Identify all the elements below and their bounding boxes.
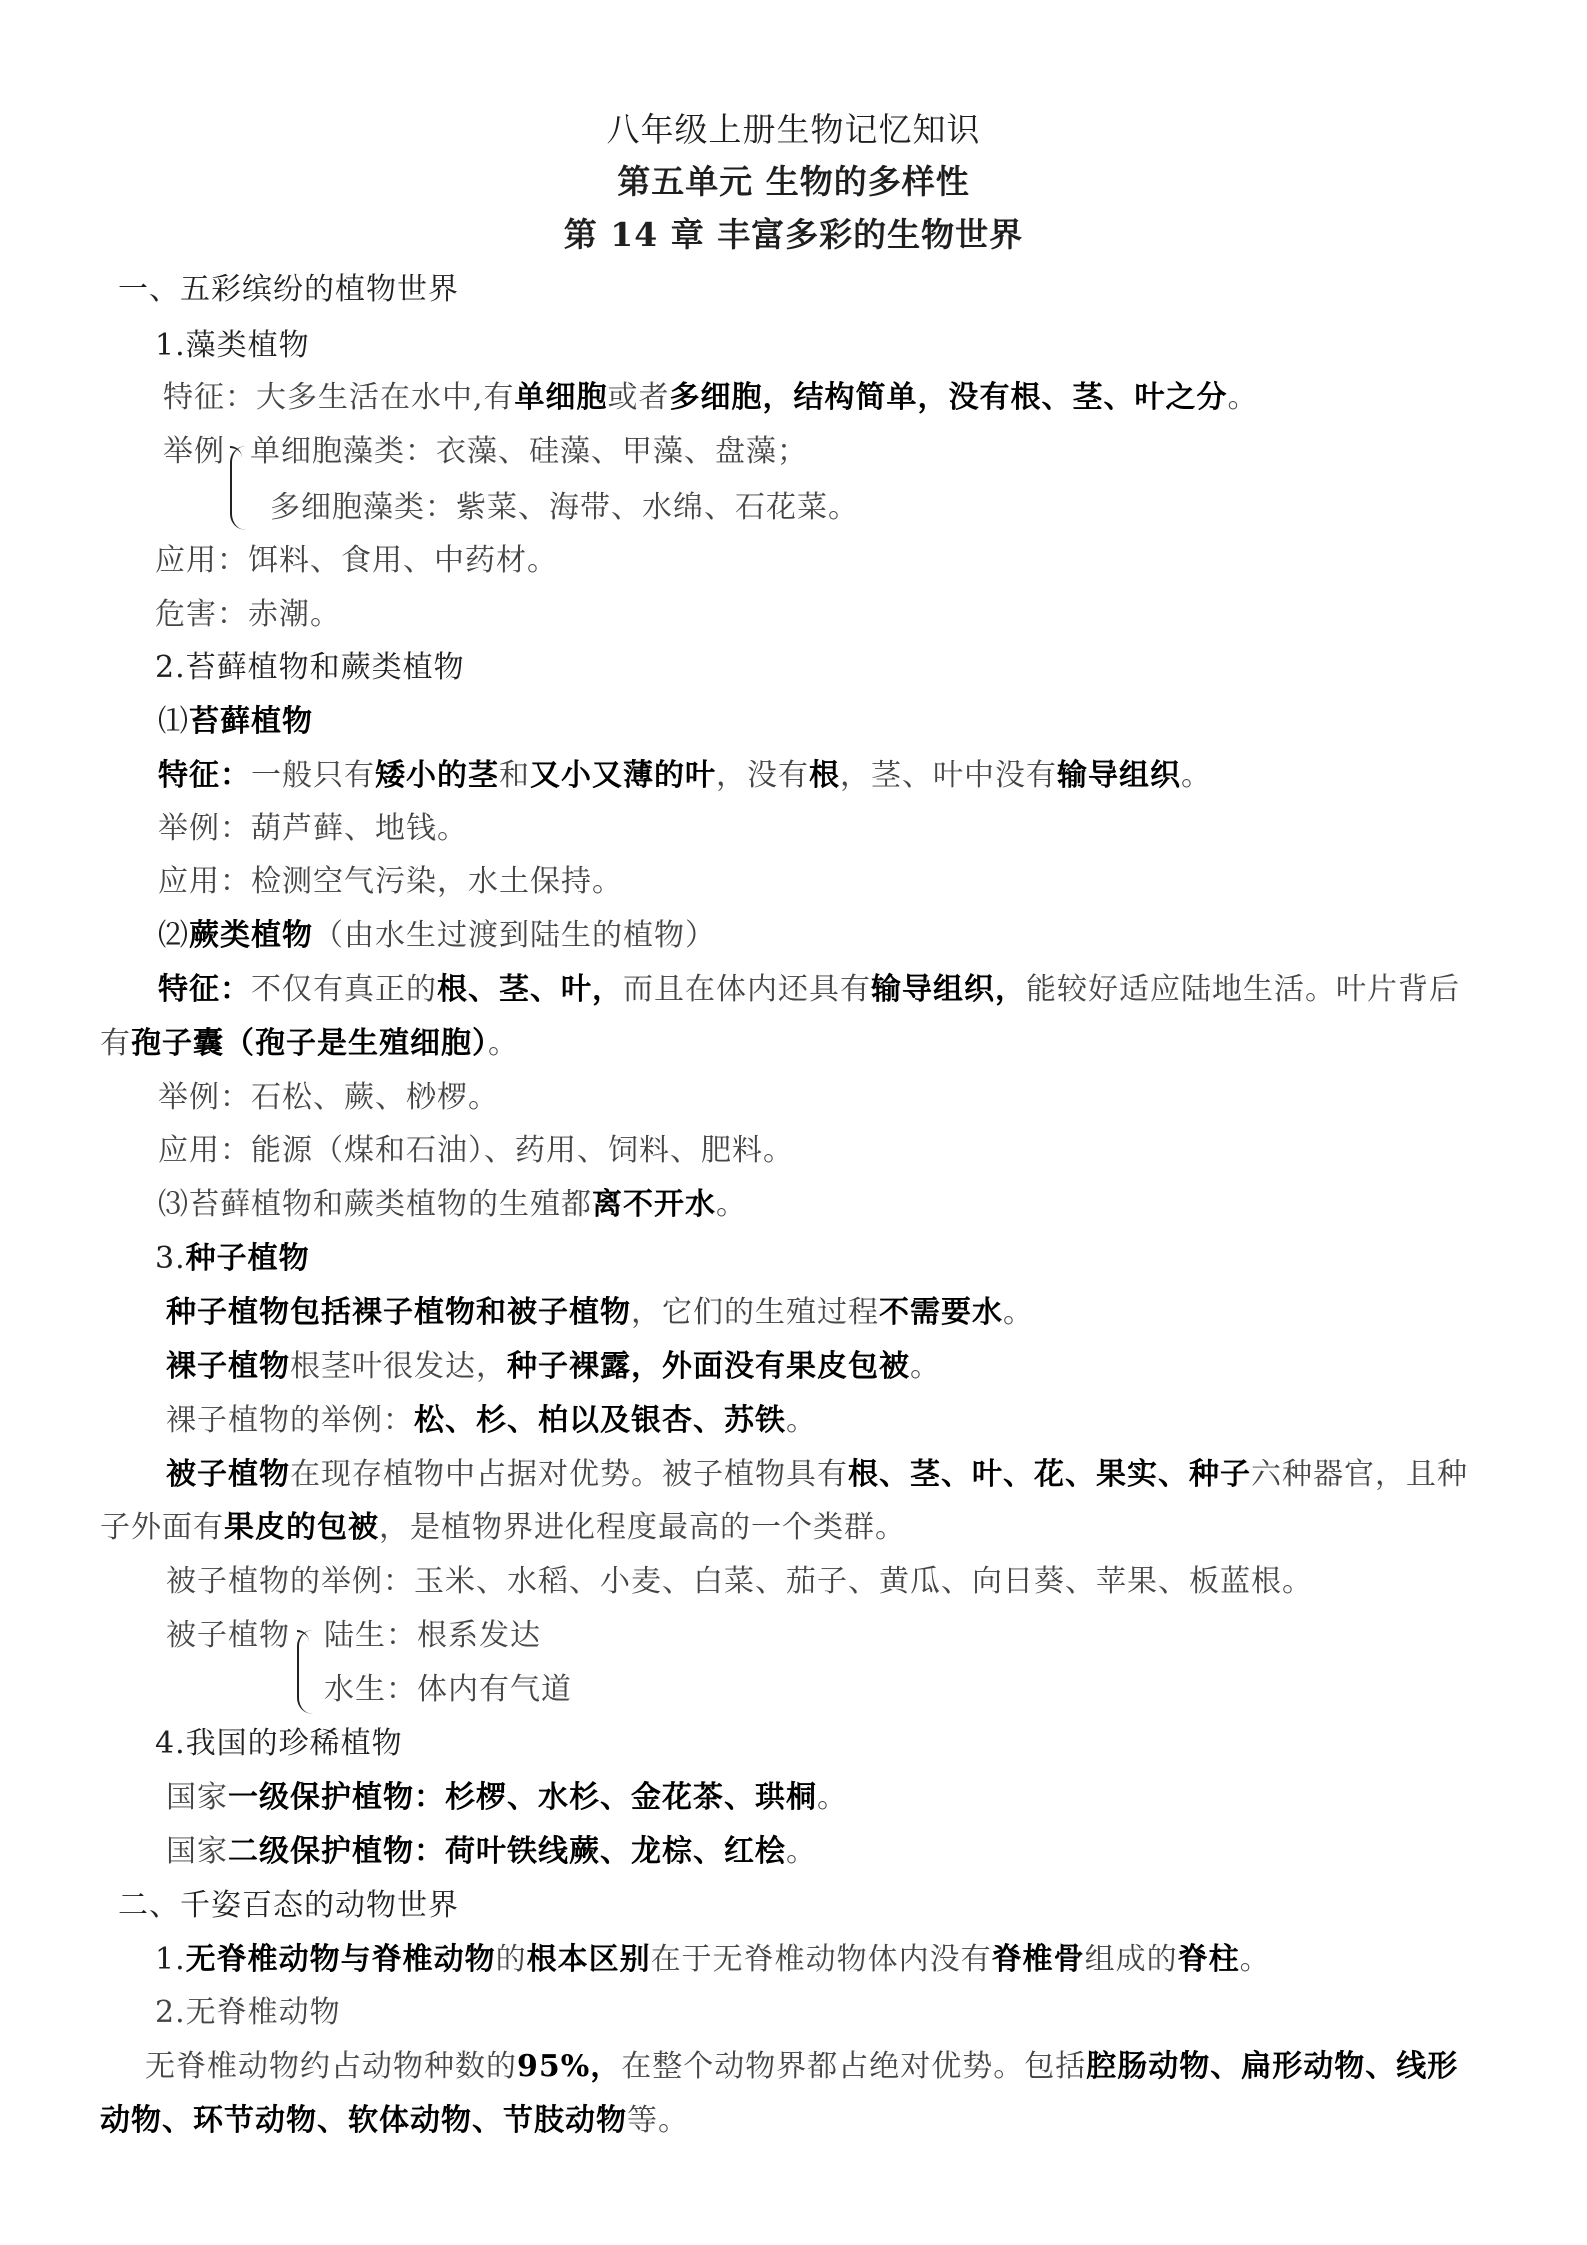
seed-line-6: 被子植物的举例：玉米、水稻、小麦、白菜、茄子、黄瓜、向日葵、苹果、板蓝根。 [166, 1564, 1313, 1599]
algae-example-1: 单细胞藻类：衣藻、硅藻、甲藻、盘藻； [250, 434, 808, 469]
fern-heading: ⑵蕨类植物（由水生过渡到陆生的植物） [158, 918, 716, 953]
fern-use: 应用：能源（煤和石油）、药用、饲料、肥料。 [158, 1133, 794, 1168]
seed-line-1: 种子植物包括裸子植物和被子植物，它们的生殖过程不需要水。 [166, 1295, 1034, 1330]
animal-line-2: 无脊椎动物约占动物种数的95%，在整个动物界都占绝对优势。包括腔肠动物、扁形动物、线形 [145, 2049, 1459, 2084]
algae-heading: 1.藻类植物 [155, 328, 310, 363]
unit-title: 第五单元 生物的多样性 [617, 162, 970, 201]
seed-line-4: 被子植物在现存植物中占据对优势。被子植物具有根、茎、叶、花、果实、种子六种器官，且种 [166, 1457, 1468, 1492]
section-1-heading: 一、五彩缤纷的植物世界 [118, 272, 459, 307]
seed-line-2: 裸子植物根茎叶很发达，种子裸露，外面没有果皮包被。 [166, 1349, 941, 1384]
algae-example-label: 举例 [163, 434, 225, 469]
animal-line-1: 1.无脊椎动物与脊椎动物的根本区别在于无脊椎动物体内没有脊椎骨组成的脊柱。 [155, 1942, 1271, 1977]
algae-harm: 危害：赤潮。 [155, 597, 341, 632]
rare-line-2: 国家二级保护植物：荷叶铁线蕨、龙棕、红桧。 [166, 1834, 817, 1869]
document-title: 八年级上册生物记忆知识 [606, 110, 981, 149]
algae-example-2: 多细胞藻类：紫菜、海带、水绵、石花菜。 [270, 490, 859, 525]
seed-line-5: 子外面有果皮的包被，是植物界进化程度最高的一个类群。 [100, 1510, 906, 1545]
rare-line-1: 国家一级保护植物：杉椤、水杉、金花茶、珙桐。 [166, 1780, 848, 1815]
moss-fern-note: ⑶苔藓植物和蕨类植物的生殖都离不开水。 [158, 1187, 747, 1222]
moss-feature: 特征：一般只有矮小的茎和又小又薄的叶，没有根，茎、叶中没有输导组织。 [158, 758, 1212, 793]
moss-use: 应用：检测空气污染，水土保持。 [158, 864, 623, 899]
angiosperm-label: 被子植物 [166, 1618, 290, 1653]
algae-use: 应用：饵料、食用、中药材。 [155, 543, 558, 578]
seed-heading: 3.种子植物 [155, 1241, 310, 1276]
angiosperm-brace [297, 1630, 317, 1714]
invertebrate-heading: 2.无脊椎动物 [155, 1995, 341, 2030]
seed-line-3: 裸子植物的举例：松、杉、柏以及银杏、苏铁。 [166, 1403, 817, 1438]
algae-feature: 特征：大多生活在水中,有单细胞或者多细胞，结构简单，没有根、茎、叶之分。 [163, 380, 1259, 415]
section-2-heading: 二、千姿百态的动物世界 [118, 1888, 459, 1923]
chapter-title: 第 14 章 丰富多彩的生物世界 [563, 215, 1024, 254]
angiosperm-land: 陆生：根系发达 [324, 1618, 541, 1653]
animal-line-3: 动物、环节动物、软体动物、节肢动物等。 [100, 2103, 689, 2138]
angiosperm-water: 水生：体内有气道 [324, 1672, 572, 1707]
fern-example: 举例：石松、蕨、桫椤。 [158, 1080, 499, 1115]
moss-example: 举例：葫芦藓、地钱。 [158, 811, 468, 846]
fern-feature-1: 特征：不仅有真正的根、茎、叶，而且在体内还具有输导组织，能较好适应陆地生活。叶片背后 [158, 972, 1460, 1007]
moss-fern-heading: 2.苔藓植物和蕨类植物 [155, 650, 465, 685]
moss-heading: ⑴苔藓植物 [158, 704, 313, 739]
algae-brace [230, 446, 250, 530]
fern-feature-2: 有孢子囊（孢子是生殖细胞）。 [100, 1026, 519, 1061]
rare-heading: 4.我国的珍稀植物 [155, 1726, 403, 1761]
